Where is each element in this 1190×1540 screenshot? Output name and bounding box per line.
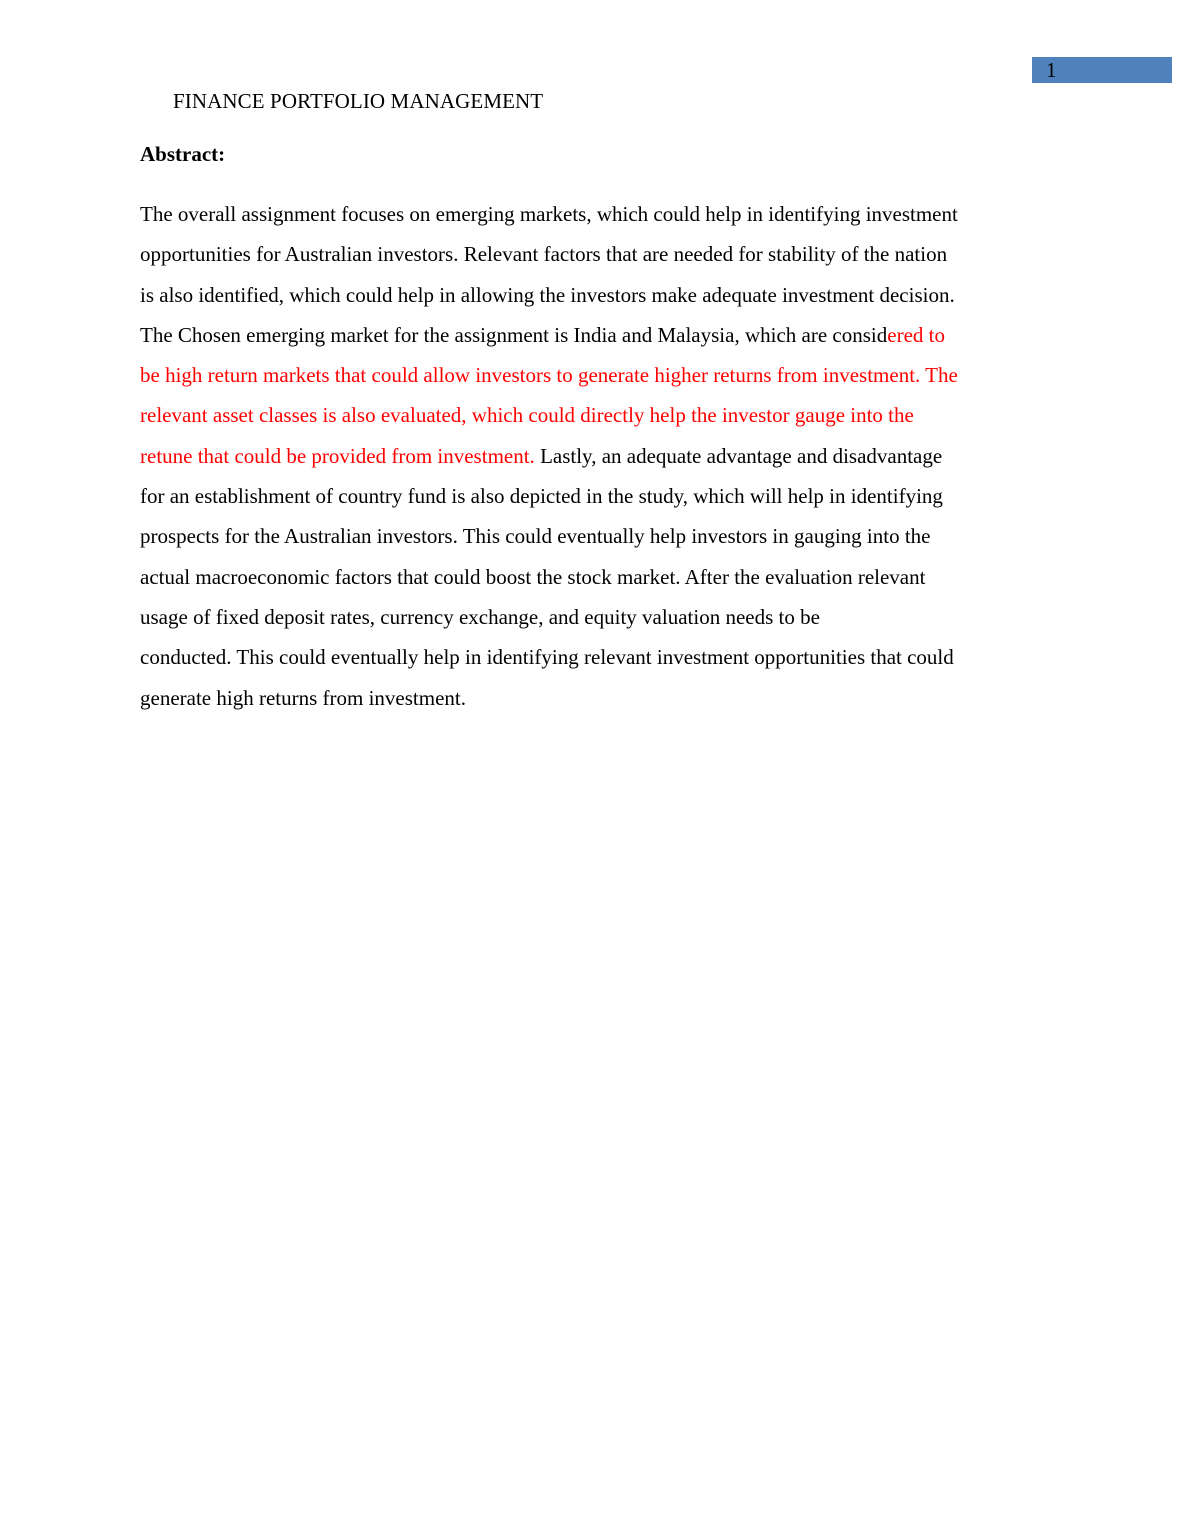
abstract-line [140,678,1055,718]
abstract-line [140,476,1055,516]
highlighted-text: ered to [887,322,945,347]
abstract-line [140,597,1055,637]
page-number-box [1032,57,1172,83]
highlighted-text: relevant asset classes is also evaluated, which could directly help the investor gauge into the [140,403,914,428]
abstract-line [140,315,1055,355]
highlighted-text: retune that could be provided from investment. [140,443,535,468]
body-text: usage of fixed deposit rates, currency exchange, and equity valuation needs to be [140,604,820,629]
abstract-line [140,234,1055,274]
page-number: 1 [1046,58,1057,82]
running-head: FINANCE PORTFOLIO MANAGEMENT [173,89,544,113]
abstract-line [140,516,1055,556]
highlighted-text: be high return markets that could allow investors to generate higher returns from investment. The [140,363,958,388]
body-text: The Chosen emerging market for the assignment is India and Malaysia, which are consid [140,322,888,347]
body-text: generate high returns from investment. [140,685,466,710]
body-text: The overall assignment focuses on emerging markets, which could help in identifying investment [140,202,958,226]
abstract-line [140,194,1055,234]
body-text: is also identified, which could help in allowing the investors make adequate investment decision. [140,282,955,307]
abstract-line [140,637,1055,677]
abstract-line [140,395,1055,435]
abstract-line [140,275,1055,315]
abstract-heading: Abstract: [140,142,226,166]
body-text: conducted. This could eventually help in identifying relevant investment opportunities that could [140,645,954,670]
abstract-body [140,194,1055,718]
abstract-line [140,355,1055,395]
abstract-line [140,436,1055,476]
body-text: opportunities for Australian investors. Relevant factors that are needed for stability of the nation [140,242,948,267]
body-text: prospects for the Australian investors. This could eventually help investors in gauging into the [140,524,931,549]
body-text: actual macroeconomic factors that could boost the stock market. After the evaluation relevant [140,564,926,589]
body-text: for an establishment of country fund is also depicted in the study, which will help in identifying [140,484,943,509]
abstract-line [140,557,1055,597]
body-text: Lastly, an adequate advantage and disadvantage [534,443,943,468]
